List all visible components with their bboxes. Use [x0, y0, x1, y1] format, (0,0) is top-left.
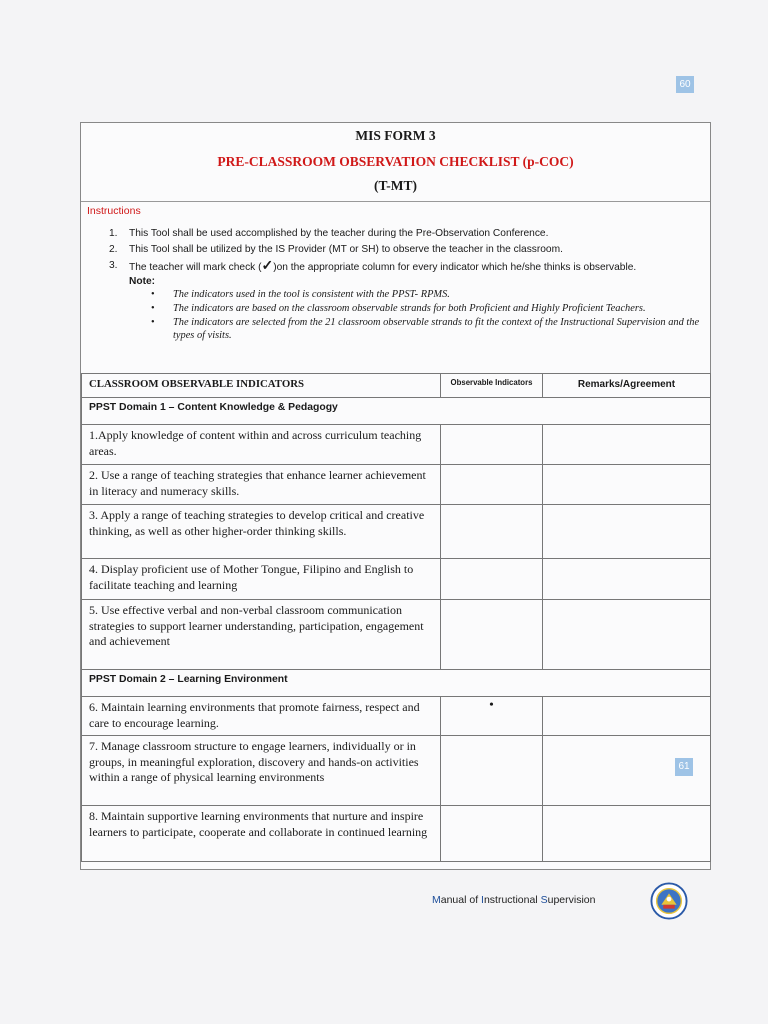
remarks-cell[interactable]	[543, 600, 711, 670]
check-mark-icon: ✓	[261, 257, 274, 273]
notes-list	[87, 288, 704, 342]
indicator-text: 5. Use effective verbal and non-verbal classroom communication strategies to support learner understanding, participation, engagement and achievement	[82, 600, 441, 670]
form-subtitle: PRE-CLASSROOM OBSERVATION CHECKLIST (p-COC)	[217, 154, 574, 169]
observable-cell[interactable]	[441, 600, 543, 670]
remarks-cell[interactable]	[543, 559, 711, 600]
instruction-text: The teacher will mark check (	[129, 262, 262, 273]
form-header	[81, 123, 710, 202]
instructions-section	[81, 202, 710, 375]
bullet-icon: •	[151, 303, 155, 314]
indicator-text: 7. Manage classroom structure to engage learners, individually or in groups, in meaningful exploration, discovery and hands-on activities within a range of physical learning environments	[82, 736, 441, 806]
instruction-text: This Tool shall be used accomplished by the teacher during the Pre-Observation Conference.	[129, 228, 549, 239]
instruction-item	[87, 243, 704, 256]
note-item: • The indicators are selected from the 21 classroom observable strands to fit the context of the Instructional Supervision and the types of visits.	[151, 317, 700, 341]
domain-row	[82, 670, 711, 697]
observable-cell[interactable]	[441, 425, 543, 465]
header-indicators: CLASSROOM OBSERVABLE INDICATORS	[82, 374, 441, 398]
form-code: (T-MT)	[374, 178, 417, 193]
indicator-text: 3. Apply a range of teaching strategies to develop critical and creative thinking, as well as other higher-order thinking skills.	[82, 505, 441, 559]
remarks-cell[interactable]	[543, 697, 711, 736]
bullet-icon: •	[151, 317, 155, 328]
instruction-item	[87, 259, 704, 274]
observable-cell[interactable]	[441, 559, 543, 600]
table-row	[82, 736, 711, 806]
indicator-text: 1.Apply knowledge of content within and across curriculum teaching areas.	[82, 425, 441, 465]
header-remarks: Remarks/Agreement	[543, 374, 711, 398]
domain-title: PPST Domain 1 – Content Knowledge & Pedagogy	[82, 398, 711, 425]
table-row	[82, 559, 711, 600]
remarks-cell[interactable]	[543, 425, 711, 465]
domain-row	[82, 398, 711, 425]
indicator-text: 2. Use a range of teaching strategies that enhance learner achievement in literacy and numeracy skills.	[82, 465, 441, 505]
note-item: • The indicators are based on the classroom observable strands for both Proficient and Highly Proficient Teachers.	[151, 303, 646, 314]
indicator-text: 4. Display proficient use of Mother Tongue, Filipino and English to facilitate teaching and learning	[82, 559, 441, 600]
mis-form-3	[80, 122, 711, 870]
remarks-cell[interactable]	[543, 806, 711, 862]
header-observable: Observable Indicators	[441, 374, 543, 398]
instruction-text: )on the appropriate column for every indicator which he/she thinks is observable.	[273, 262, 637, 273]
table-row	[82, 806, 711, 862]
observable-cell[interactable]	[441, 736, 543, 806]
form-title: MIS FORM 3	[355, 128, 436, 143]
table-row	[82, 425, 711, 465]
instructions-list	[87, 227, 704, 274]
observable-cell[interactable]: •	[441, 697, 543, 736]
table-header-row	[82, 374, 711, 398]
indicator-text: 8. Maintain supportive learning environments that nurture and inspire learners to participate, cooperate and collaborate in continued learning	[82, 806, 441, 862]
observable-cell[interactable]	[441, 806, 543, 862]
indicators-table	[81, 373, 711, 862]
instructions-heading: Instructions	[87, 205, 141, 217]
footer-title: Manual of Instructional Supervision	[432, 894, 596, 906]
instruction-number: 2.	[109, 244, 118, 255]
indicator-text: 6. Maintain learning environments that promote fairness, respect and care to encourage learning.	[82, 697, 441, 736]
instruction-text: This Tool shall be utilized by the IS Provider (MT or SH) to observe the teacher in the classroom.	[129, 244, 563, 255]
instruction-item	[87, 227, 704, 240]
observable-cell[interactable]	[441, 465, 543, 505]
note-label: Note:	[129, 276, 156, 287]
domain-title: PPST Domain 2 – Learning Environment	[82, 670, 711, 697]
remarks-cell[interactable]	[543, 505, 711, 559]
table-row	[82, 697, 711, 736]
table-row	[82, 505, 711, 559]
side-page-number-badge: 61	[675, 758, 693, 776]
observable-cell[interactable]	[441, 505, 543, 559]
remarks-cell[interactable]	[543, 465, 711, 505]
deped-seal-icon	[650, 882, 688, 920]
instruction-number: 3.	[109, 260, 118, 271]
table-row	[82, 465, 711, 505]
bullet-icon: •	[151, 289, 155, 300]
instruction-number: 1.	[109, 228, 118, 239]
note-item: • The indicators used in the tool is consistent with the PPST- RPMS.	[151, 289, 450, 300]
table-row	[82, 600, 711, 670]
page-number-badge: 60	[676, 76, 694, 93]
